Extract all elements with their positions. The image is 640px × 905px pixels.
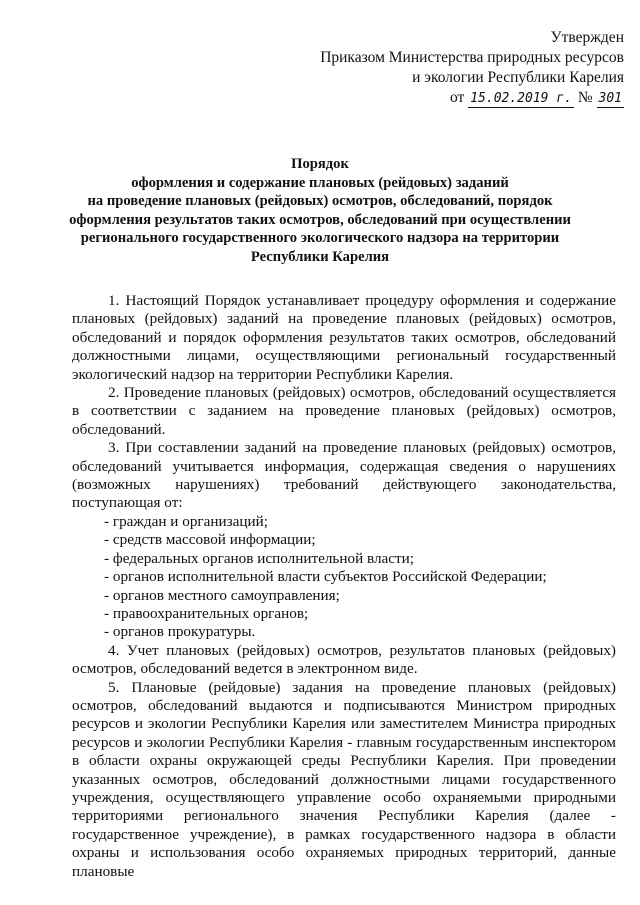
handwritten-number: 301 <box>598 91 622 106</box>
approval-line-ministry: и экологии Республики Карелия <box>412 69 624 86</box>
list-item: - граждан и организаций; <box>104 512 268 530</box>
approval-line-order: Приказом Министерства природных ресурсов <box>320 49 624 66</box>
paragraph-2: 2. Проведение плановых (рейдовых) осмотров, обследований осуществляется в соответствии с заданием на проведение плановых (рейдовых) осмотров, обследований. <box>72 384 616 438</box>
paragraph-5: 5. Плановые (рейдовые) задания на проведение плановых (рейдовых) осмотров, обследований выдаются и подписываются Министром природных ресурсов и экологии Республики Карелия или заместителем Министра природных ресурсов и экологии Республики Карелия - главным государственным инспектором в области охраны окружающей среды Республики Карелия. При проведении указанных осмотров, обследований должностными лицами государственного учреждения, осуществляющего управление особо охраняемыми природными территориями регионального значения Республики Карелия (далее - государственное учреждение), в рамках государственного надзора в области охраны и использования особо охраняемых природных территорий, данные плановые <box>72 678 616 880</box>
approval-stamp <box>304 28 624 108</box>
list-item: - органов местного самоуправления; <box>104 586 340 604</box>
title-line-5: регионального государственного экологического надзора на территории <box>80 230 560 246</box>
list-item: - органов прокуратуры. <box>104 623 256 641</box>
handwritten-date: 15.02.2019 г. <box>470 91 572 106</box>
list-item: - органов исполнительной власти субъектов Российской Федерации; <box>104 568 547 586</box>
approval-date-line <box>304 88 624 108</box>
document-body <box>72 292 616 881</box>
paragraph-4: 4. Учет плановых (рейдовых) осмотров, результатов плановых (рейдовых) осмотров, обследований ведется в электронном виде. <box>72 641 616 678</box>
list-item: - средств массовой информации; <box>104 531 316 549</box>
approval-line-approved: Утвержден <box>550 29 624 46</box>
title-line-2: оформления и содержание плановых (рейдовых) заданий <box>131 174 509 191</box>
list-item: - правоохранительных органов; <box>104 604 309 622</box>
title-line-4: оформления результатов таких осмотров, обследований при осуществлении <box>69 211 571 228</box>
paragraph-1: 1. Настоящий Порядок устанавливает процедуру оформления и содержание плановых (рейдовых) заданий на проведение плановых (рейдовых) осмотров, обследований и порядок оформления результатов таких осмотров, обследований должностными лицами, осуществляющими региональный государственный экологический надзор на территории Республики Карелия. <box>72 292 616 383</box>
title-line-3: на проведение плановых (рейдовых) осмотров, обследований, порядок <box>87 193 553 209</box>
paragraph-3: 3. При составлении заданий на проведение плановых (рейдовых) осмотров, обследований учитывается информация, содержащая сведения о нарушениях (возможных нарушениях) требований действующего законодательства, поступающая от: <box>72 439 616 512</box>
sources-list <box>72 513 616 642</box>
list-item: - федеральных органов исполнительной власти; <box>104 549 415 567</box>
number-prefix: № <box>577 89 593 106</box>
date-prefix: от <box>450 89 465 106</box>
title-line-6: Республики Карелия <box>250 248 390 265</box>
document-title <box>40 155 600 266</box>
title-line-1: Порядок <box>291 156 349 172</box>
